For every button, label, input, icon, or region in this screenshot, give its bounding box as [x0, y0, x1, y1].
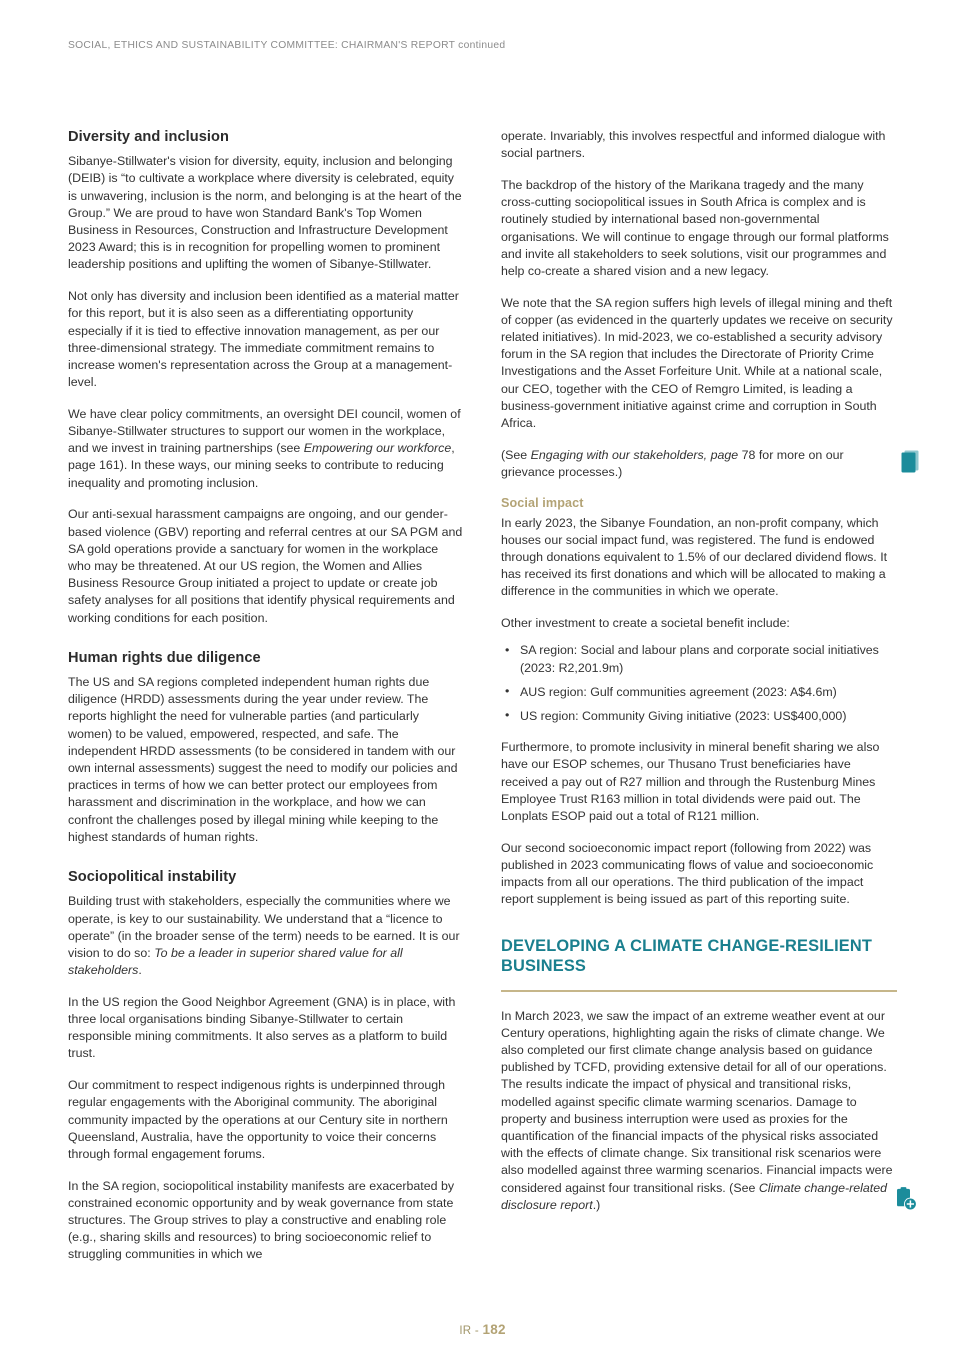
- cross-ref-post: 78 for more on our grievance processes.): [501, 447, 844, 479]
- climate-text-pre: In March 2023, we saw the impact of an extreme weather event at our Century operations, highlighting again the risks of climate change. We also completed our first climate change analysis based on guidance published by TCFD, providing extensive detail for all of our operations. The results indicate the impact of physical and transitional risks, modelled against specific climate warming scenarios. Damage to property and business interruption were used as proxies for the quantification of the financial impacts of the physical risks associated with the effects of climate change. Six transitional risk scenarios were also modelled against three warming scenarios. Financial impacts were considered against four transitional risks. (See: [501, 1008, 893, 1195]
- paragraph-other-investment-intro: Other investment to create a societal benefit include:: [501, 616, 790, 631]
- right-column: [501, 128, 897, 1264]
- paragraph-climate-analysis: [501, 1008, 897, 1214]
- paragraph-anti-sexual-harassment: Our anti-sexual harassment campaigns are ongoing, and our gender-based violence (GBV) reporting and referral centres at our SA PGM and SA gold operations provide a sanctuary for women in the workplace who may be threatened. At our US region, the Women and Allies Business Resource Group initiated a project to update or create job safety analyses for all positions that identify physical requirements and working conditions for each position.: [68, 507, 463, 625]
- paragraph-cross-reference-stakeholders: [501, 447, 897, 481]
- paragraph-marikana-backdrop: The backdrop of the history of the Marikana tragedy and the many cross-cutting sociopolitical issues in South Africa is complex and is routinely studied by international based non-governmental organisations. We will continue to engage through our formal platforms and invite all stakeholders to seek solutions, visit our programmes and help co-create a shared vision and a new legacy.: [501, 177, 889, 278]
- paragraph-illegal-mining: We note that the SA region suffers high levels of illegal mining and theft of copper (as evidenced in the quarterly updates we receive on security related initiatives). In mid-2023, we co-established a security advisory forum in the SA region that includes the Directorate of Priority Crime Investigations and the Asset Forfeiture Unit. While at a national scale, our CEO, together with the CEO of Remgro Limited, is leading a business-government initiative against crime and corruption in South Africa.: [501, 295, 893, 431]
- footer-prefix: IR -: [459, 1325, 483, 1337]
- societal-benefit-list: [501, 642, 897, 725]
- clipboard-plus-icon[interactable]: [893, 1186, 919, 1214]
- heading-sociopolitical-instability: Sociopolitical instability: [68, 869, 237, 886]
- trust-text-post: .: [138, 963, 142, 978]
- section-divider-rule: [501, 990, 897, 992]
- documents-icon[interactable]: [898, 449, 924, 477]
- climate-text-post: .): [592, 1197, 601, 1212]
- paragraph-good-neighbor-agreement: In the US region the Good Neighbor Agreement (GNA) is in place, with three local organisations binding Sibanye-Stillwater to certain responsible mining commitments. It also serves as a platform to build trust.: [68, 994, 456, 1061]
- cross-ref-pre: (See: [501, 447, 531, 462]
- paragraph-building-trust: [68, 893, 464, 979]
- paragraph-sibanye-foundation: In early 2023, the Sibanye Foundation, an non-profit company, which houses our social impact fund, was registered. The fund is endowed through donations equivalent to 1.5% of our declared dividend flows. It has received its first donations and which will be allocated to making a difference in the communities in which we operate.: [501, 515, 888, 599]
- paragraph-policy-commitments: [68, 406, 464, 492]
- two-column-body: [68, 128, 898, 1264]
- paragraph-operate-continuation: operate. Invariably, this involves respectful and informed dialogue with social partners.: [501, 129, 886, 161]
- list-item: • US region: Community Giving initiative (2023: US$400,000): [501, 708, 897, 725]
- heading-human-rights-due-diligence: Human rights due diligence: [68, 649, 261, 666]
- policy-text-pre: We have clear policy commitments, an oversight DEI council, women of Sibanye-Stillwater structures to support our women in the workplace, and we invest in training partnerships (see: [68, 406, 461, 456]
- vision-statement: To be a leader in superior shared value for all stakeholders: [68, 945, 403, 978]
- paragraph-diversity-vision: Sibanye-Stillwater's vision for diversity, equity, inclusion and belonging (DEIB) is “to cultivate a workplace where diversity is celebrated, equity is unwavering, inclusion is the norm, and belonging is at the heart of the Group.” We are proud to have won Standard Bank's Top Women Business in Resources, Construction and Infrastructure Development 2023 Award; this is in recognition for propelling women to prominent leadership positions and uplifting the women of Sibanye-Stillwater.: [68, 154, 462, 272]
- heading-diversity-and-inclusion: Diversity and inclusion: [68, 129, 229, 145]
- paragraph-sa-region-instability: In the SA region, sociopolitical instability manifests are exacerbated by constrained economic opportunity and by weak governance from state structures. The Group strives to play a constructive and enabling role (e.g., sharing skills and resources) to bring socioeconomic relief to struggling communities in which we: [68, 1178, 455, 1262]
- paragraph-indigenous-rights: Our commitment to respect indigenous rights is underpinned through regular engagements with the Aboriginal community. The aboriginal community impacted by the operations at our Century site in northern Queensland, Australia, have the opportunity to voice their concerns through formal engagement forums.: [68, 1078, 448, 1161]
- policy-text-post: , page 161). In these ways, our mining seeks to contribute to reducing inequality and promoting inclusion.: [68, 441, 455, 490]
- page-footer: [0, 1322, 965, 1337]
- paragraph-hrdd: The US and SA regions completed independent human rights due diligence (HRDD) assessments during the year under review. The reports highlight the need for vulnerable parties (and particularly women) to be valued, empowered, respected, and safe. The independent HRDD assessments (to be considered in tandem with our own internal assessments) suggest the need to modify our policies and practices in terms of how we can better protect our employees from harassment and discrimination in the workplace, and how we can confront the challenges posed by illegal mining while keeping to the highest standards of human rights.: [68, 675, 458, 844]
- heading-social-impact: Social impact: [501, 495, 584, 510]
- list-item: • SA region: Social and labour plans and corporate social initiatives (2023: R2,201.9m): [501, 642, 897, 676]
- footer-page-number: 182: [482, 1322, 506, 1337]
- cross-ref-engaging-with-stakeholders: Engaging with our stakeholders, page: [530, 447, 739, 462]
- cross-ref-climate-change-disclosure-report: Climate change-related disclosure report: [501, 1180, 888, 1212]
- paragraph-socioeconomic-impact-report: Our second socioeconomic impact report (following from 2022) was published in 2023 communicating flows of value and socioeconomic impacts from all our operations. The third publication of the impact report supplement is being issued as part of this reporting suite.: [501, 840, 874, 907]
- list-item: • AUS region: Gulf communities agreement (2023: A$4.6m): [501, 684, 897, 701]
- paragraph-diversity-material-matter: Not only has diversity and inclusion been identified as a material matter for this report, but it is also seen as a differentiating opportunity especially if it is tied to effective innovation management, as per our three-dimensional strategy. The immediate commitment remains to increase women's representation across the Group at a management-level.: [68, 289, 459, 390]
- paragraph-esop-schemes: Furthermore, to promote inclusivity in mineral benefit sharing we also have our ESOP schemes, our Thusano Trust beneficiaries have received a pay out of R27 million and through the Rustenburg Mines Employee Trust R163 million in total dividends were paid out. The Lonplats ESOP paid out a total of R121 million.: [501, 740, 880, 823]
- trust-text-pre: Building trust with stakeholders, especially the communities where we operate, is key to our sustainability. We understand that a “licence to operate” (in the broader sense of the term) needs to be earned. It is our vision to do so:: [68, 894, 460, 960]
- left-column: [68, 128, 464, 1264]
- running-header: SOCIAL, ETHICS AND SUSTAINABILITY COMMITTEE: CHAIRMAN'S REPORT continued: [68, 40, 506, 51]
- heading-developing-climate-resilient-business: DEVELOPING A CLIMATE CHANGE-RESILIENT BUSINESS: [501, 936, 873, 975]
- cross-ref-empowering-our-workforce: Empowering our workforce: [303, 441, 452, 456]
